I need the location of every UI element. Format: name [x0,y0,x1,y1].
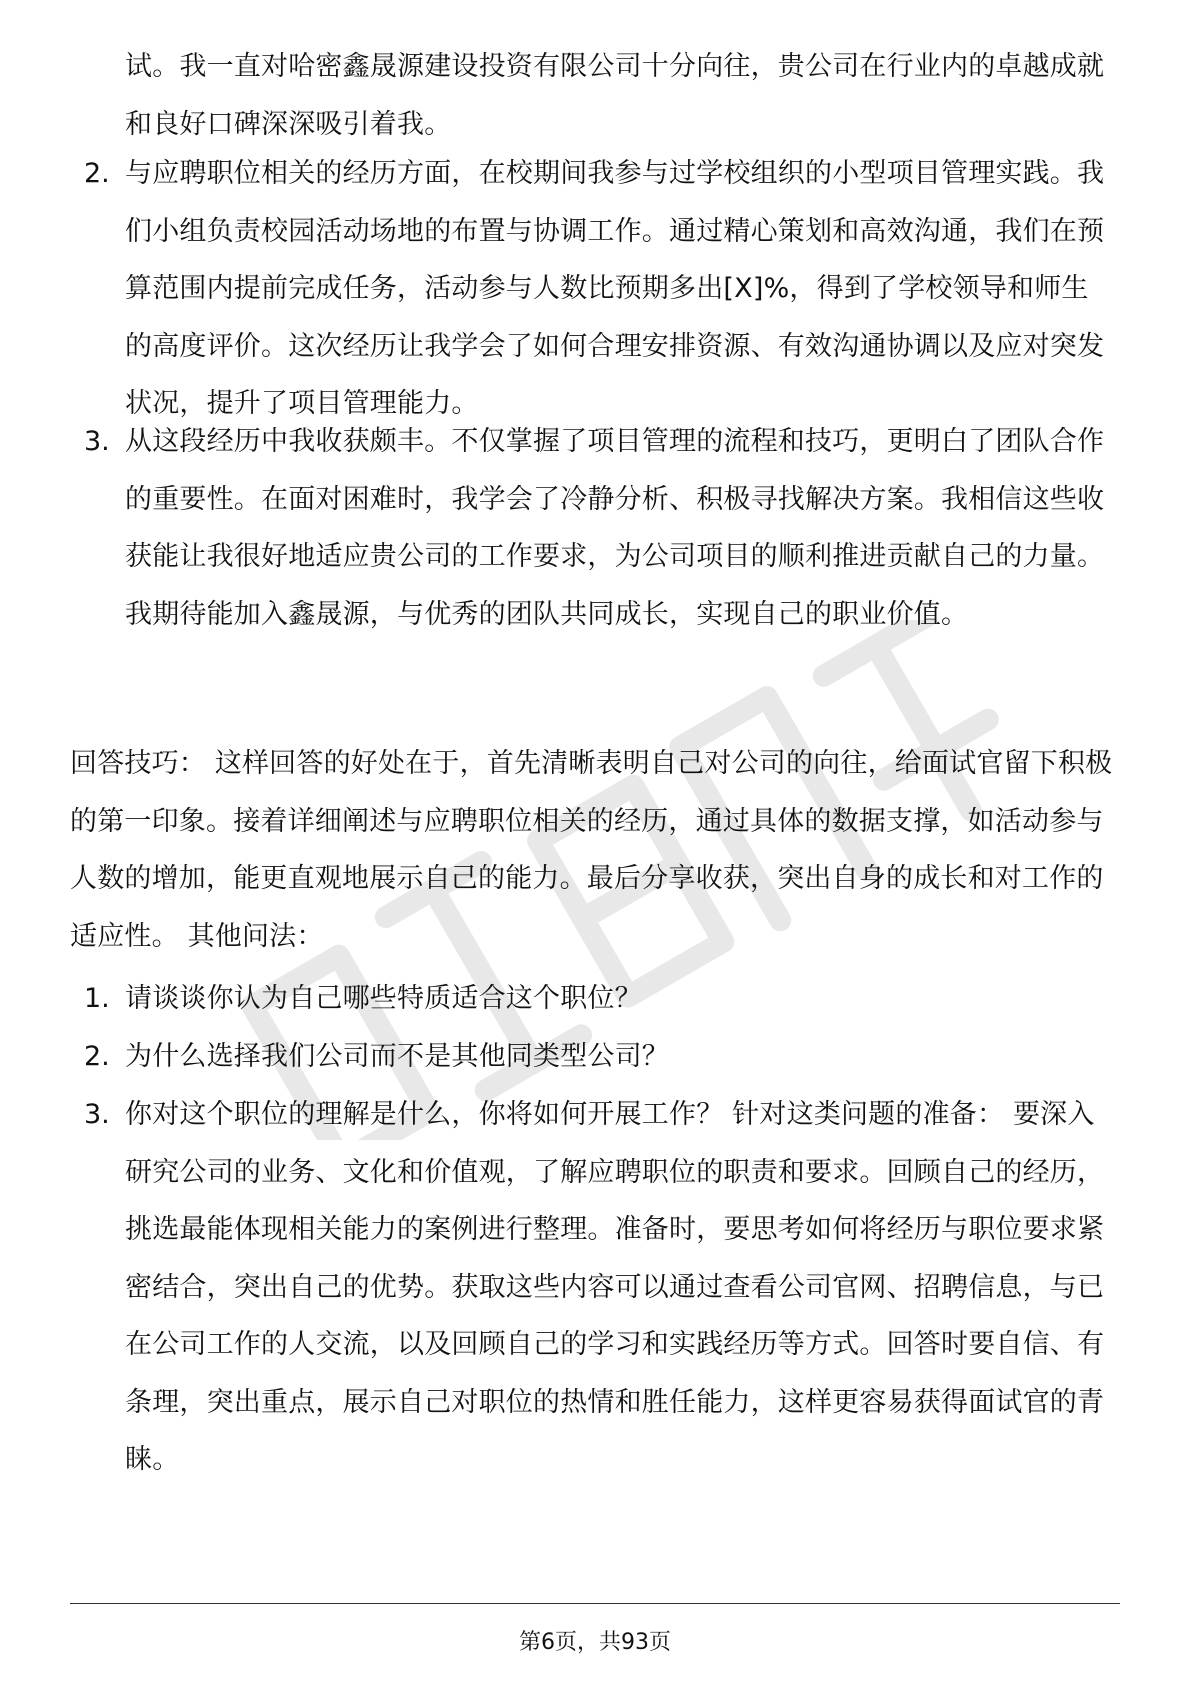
footer-divider [70,1603,1120,1604]
list-item-text: 为什么选择我们公司而不是其他同类型公司？ [125,1041,669,1072]
list-item-text: 与应聘职位相关的经历方面，在校期间我参与过学校组织的小型项目管理实践。我们小组负责校园活动场地的布置与协调工作。通过精心策划和高效沟通，我们在预算范围内提前完成任务，活动参与人数比预期多出[X]%，得到了学校领导和师生的高度评价。这次经历让我学会了如何合理安排资源、有效沟通协调以及应对突发状况，提升了项目管理能力。 [125,158,1105,419]
list-item-text: 请谈谈你认为自己哪些特质适合这个职位？ [125,983,642,1014]
list-item-text: 从这段经历中我收获颇丰。不仅掌握了项目管理的流程和技巧，更明白了团队合作的重要性。在面对困难时，我学会了冷静分析、积极寻找解决方案。我相信这些收获能让我很好地适应贵公司的工作要求，为公司项目的顺利推进贡献自己的力量。我期待能加入鑫晟源，与优秀的团队共同成长，实现自己的职业价值。 [125,426,1105,630]
list-item-text: 你对这个职位的理解是什么，你将如何开展工作？ 针对这类问题的准备： 要深入研究公司的业务、文化和价值观，了解应聘职位的职责和要求。回顾自己的经历，挑选最能体现相关能力的案例进行整理。准备时，要思考如何将经历与职位要求紧密结合，突出自己的优势。获取这些内容可以通过查看公司官网、招聘信息，与已在公司工作的人交流，以及回顾自己的学习和实践经历等方式。回答时要自信、有条理，突出重点，展示自己对职位的热情和胜任能力，这样更容易获得面试官的青睐。 [125,1099,1105,1475]
list-number: 2. [84,1041,110,1072]
tips-paragraph: 回答技巧： 这样回答的好处在于，首先清晰表明自己对公司的向往，给面试官留下积极的第一印象。接着详细阐述与应聘职位相关的经历，通过具体的数据支撑，如活动参与人数的增加，能更直观地展示自己的能力。最后分享收获，突出自身的成长和对工作的适应性。 其他问法： [70,748,1113,952]
answer-point [0,413,1190,703]
list-number: 3. [84,426,110,457]
other-question [0,970,1190,1028]
other-question [0,1028,1190,1086]
continuation-paragraph: 试。我一直对哈密鑫晟源建设投资有限公司十分向往，贵公司在行业内的卓越成就和良好口碑深深吸引着我。 [125,51,1105,140]
list-number: 1. [84,983,110,1014]
page-number: 第6页，共93页 [519,1630,671,1655]
other-question [0,1086,1190,1496]
answer-point [0,145,1190,435]
list-number: 3. [84,1099,110,1130]
list-number: 2. [84,158,110,189]
